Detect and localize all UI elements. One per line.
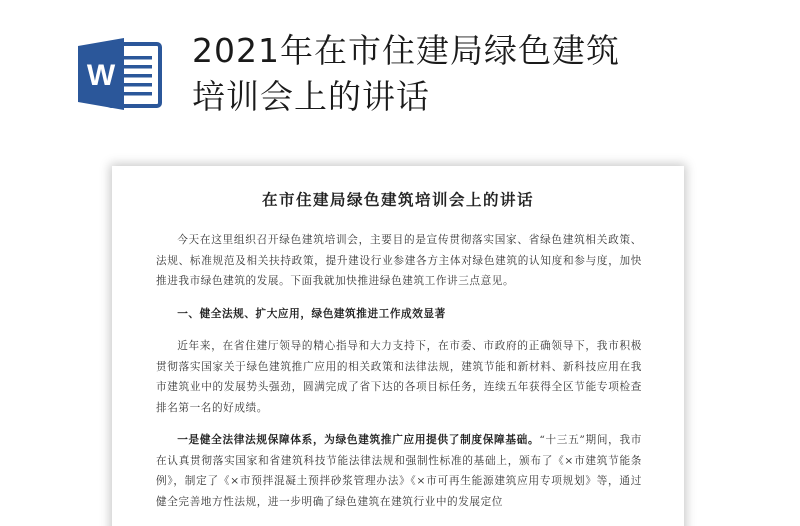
word-document-icon xyxy=(78,36,166,112)
document-paragraph-achievements: 近年来，在省住建厅领导的精心指导和大力支持下，在市委、市政府的正确领导下，我市积极贯彻落实国家关于绿色建筑推广应用的相关政策和法律法规，建筑节能和新材料、新科技应用在我市建筑业中的发展势头强劲，圆满完成了省下达的各项目标任务，连续五年获得全区节能专项检查排名第一名的好成绩。 xyxy=(156,340,642,414)
document-paragraph-continuation: “十三五”期间，我市在认真贯彻落实国家和省建筑科技节能法律法规和强制性标准的基础上，颁布了《×市建筑节能条例》，制定了《×市预拌混凝土预拌砂浆管理办法》《×市可再生能源建筑应用专项规划》等，通过健全完善地方性法规，进一步明确了绿色建筑在建筑行业中的发展定位 xyxy=(156,434,642,508)
word-icon-letter: W xyxy=(86,59,116,92)
page-title-line-1: 2021年在市住建局绿色建筑 xyxy=(192,31,620,70)
document-paragraph-legal-system xyxy=(156,430,642,512)
page-title xyxy=(192,28,772,120)
document-paragraph-intro: 今天在这里组织召开绿色建筑培训会，主要目的是宣传贯彻落实国家、省绿色建筑相关政策、法规、标准规范及相关扶持政策，提升建设行业参建各方主体对绿色建筑的认知度和参与度，加快推进我市绿色建筑的发展。下面我就加快推进绿色建筑工作讲三点意见。 xyxy=(156,234,642,287)
document-paragraph-lead: 一是健全法律法规保障体系，为绿色建筑推广应用提供了制度保障基础。 xyxy=(177,434,540,446)
document-body xyxy=(156,230,642,524)
page-title-line-2: 培训会上的讲话 xyxy=(192,77,430,116)
document-section-heading: 一、健全法规、扩大应用，绿色建筑推进工作成效显著 xyxy=(177,307,446,320)
document-preview-page xyxy=(112,166,684,526)
document-title: 在市住建局绿色建筑培训会上的讲话 xyxy=(261,190,534,209)
